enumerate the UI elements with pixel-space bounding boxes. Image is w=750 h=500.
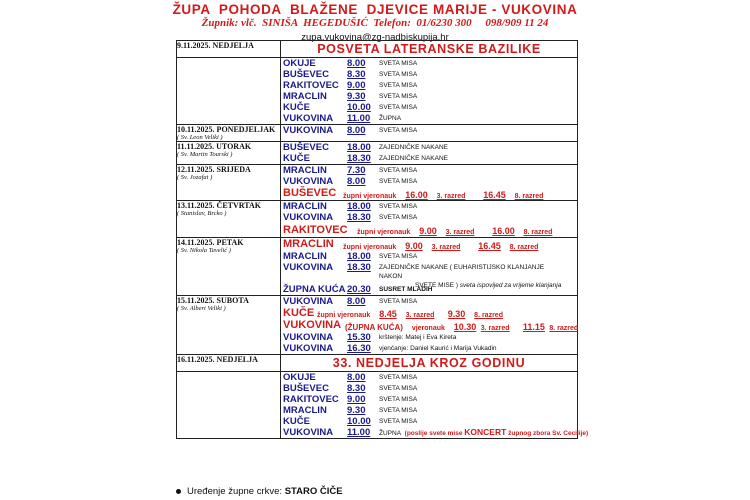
time: 8.00: [347, 125, 366, 136]
desc: ŽUPNA: [379, 430, 402, 437]
place: MRACLIN: [283, 251, 327, 262]
mass-row: [281, 416, 577, 427]
mass-row: [281, 296, 577, 307]
religion-extra: (ŽUPNA KUĆA): [345, 323, 403, 332]
place: VUKOVINA: [283, 319, 342, 331]
time: 20.30: [347, 284, 371, 295]
date-label: 9.11.2025. NEDJELJA: [177, 41, 254, 50]
place: BUŠEVEC: [283, 187, 337, 199]
time: 11.00: [347, 427, 371, 438]
date-label: 13.11.2025. ČETVRTAK: [177, 201, 262, 210]
date-cell: [177, 125, 281, 142]
saint-label: ( Sv. Leon Veliki ): [177, 134, 223, 141]
religion-row: [281, 319, 577, 332]
mass-row: [281, 153, 577, 164]
mass-row: [281, 125, 577, 136]
time: 18.30: [347, 262, 371, 273]
time: 16.45: [478, 241, 501, 251]
desc: SVETA MISA: [379, 71, 418, 78]
religion-row: [281, 187, 577, 200]
time: 9.00: [347, 80, 366, 91]
date-cell-empty: [177, 372, 281, 439]
desc: ŽUPNA: [379, 115, 402, 122]
date-cell: [177, 142, 281, 165]
place: VUKOVINA: [283, 125, 334, 136]
mass-row: [281, 212, 577, 223]
time: 10.00: [347, 102, 371, 113]
grade: 8. razred: [474, 312, 503, 319]
place: OKUJE: [283, 58, 316, 69]
desc: SVETA MISA: [379, 127, 418, 134]
time: 9.30: [447, 309, 466, 319]
place: BUŠEVEC: [283, 142, 329, 153]
time: 9.30: [347, 405, 366, 416]
schedule-table: [176, 40, 589, 439]
desc: SVETA MISA: [379, 396, 418, 403]
desc: SVETA MISA: [379, 418, 418, 425]
place: MRACLIN: [283, 405, 327, 416]
grade: 8. razred: [549, 325, 579, 332]
desc: SVETA MISA: [379, 167, 418, 174]
grade: 3. razred: [480, 325, 510, 332]
mass-row: [281, 142, 577, 153]
concert: KONCERT: [464, 427, 507, 437]
date-cell: [177, 355, 281, 372]
mass-row: [281, 165, 577, 176]
feast-title: 33. NEDJELJA KROZ GODINU: [281, 355, 578, 372]
mass-row: [281, 427, 589, 438]
place: KUČE: [283, 153, 310, 164]
place: BUŠEVEC: [283, 383, 329, 394]
time: 8.45: [379, 309, 397, 319]
time: 16.45: [483, 190, 506, 200]
date-label: 14.11.2025. PETAK: [177, 238, 244, 247]
place: RAKITOVEC: [283, 80, 339, 91]
grade: 8. razred: [509, 244, 539, 251]
place: VUKOVINA: [283, 262, 334, 273]
place: MRACLIN: [283, 238, 334, 250]
desc: SVETA MISA: [379, 253, 418, 260]
time: 10.30: [453, 322, 477, 332]
grade: 3. razred: [445, 229, 475, 236]
mass-list: [281, 165, 578, 201]
saint-label: ( Sv. Martin Tourski ): [177, 151, 233, 158]
date-cell-empty: [177, 58, 281, 125]
desc: SVETA MISA: [379, 93, 418, 100]
bullet-icon: [176, 489, 181, 494]
wedding-row: [281, 343, 577, 354]
date-label: 15.11.2025. SUBOTA: [177, 296, 249, 305]
time: 16.00: [492, 226, 515, 236]
desc: ZAJEDNIČKE NAKANE ( EUHARISTIJSKO KLANJANJE NAKON: [379, 264, 545, 280]
religion-row: [281, 307, 577, 319]
mass-row: [281, 394, 577, 405]
mass-row: [281, 201, 577, 212]
page-title: ŽUPA POHODA BLAŽENE DJEVICE MARIJE - VUKOVINA: [172, 2, 578, 17]
desc: SVETA MISA: [379, 104, 418, 111]
place: VUKOVINA: [283, 113, 334, 124]
grade: 8. razred: [514, 193, 544, 200]
time: 10.00: [347, 416, 371, 427]
mass-row: [281, 251, 577, 262]
time: 9.30: [347, 91, 366, 102]
place: MRACLIN: [283, 201, 327, 212]
footer-label: Uređenje župne crkve:: [187, 486, 283, 497]
time: 11.00: [347, 113, 371, 124]
time: 8.00: [347, 296, 366, 307]
mass-row: [281, 113, 577, 124]
desc: SVETA MISA: [379, 178, 418, 185]
time: 16.30: [347, 343, 371, 354]
mass-row: [281, 69, 577, 80]
desc: SVETA MISA: [379, 82, 418, 89]
place: ŽUPNA KUĆA: [283, 284, 346, 295]
time: 9.00: [347, 394, 366, 405]
time: 9.00: [419, 226, 437, 236]
time: 15.30: [347, 332, 371, 343]
desc: SVETA MISA: [379, 385, 418, 392]
desc: vjenčanje: Daniel Kaurić i Marija Vukadin: [379, 345, 497, 352]
time: 8.00: [347, 58, 366, 69]
desc: SVETA MISA: [379, 298, 418, 305]
pastor-contact: Župnik: vlč. SINIŠA HEGEDUŠIĆ Telefon: 01/6230 300 098/909 11 24: [201, 17, 549, 29]
saint-label: ( Stanislav, Brcko ): [177, 210, 227, 217]
date-cell: [177, 201, 281, 238]
religion-row: [281, 223, 577, 237]
place: BUŠEVEC: [283, 69, 329, 80]
time: 8.00: [347, 372, 366, 383]
place: KUČE: [283, 102, 310, 113]
youth-row: [281, 284, 577, 295]
desc: SVETA MISA: [379, 203, 418, 210]
religion-label: vjeronauk: [411, 325, 445, 332]
time: 16.00: [405, 190, 428, 200]
mass-row: [281, 405, 577, 416]
religion-label: župni vjeronauk: [343, 244, 397, 251]
mass-list: [281, 142, 578, 165]
religion-label: župni vjeronauk: [317, 312, 371, 319]
mass-row: [281, 383, 577, 394]
date-cell: [177, 41, 281, 58]
saint-label: ( Sv. Jozafat ): [177, 174, 213, 181]
time: 18.30: [347, 212, 371, 223]
place: VUKOVINA: [283, 427, 334, 438]
time: 9.00: [405, 241, 423, 251]
date-label: 12.11.2025. SRIJEDA: [177, 165, 251, 174]
time: 18.00: [347, 201, 371, 212]
time: 18.00: [347, 251, 371, 262]
date-cell: [177, 165, 281, 201]
desc: SUSRET MLADIH: [379, 286, 433, 293]
mass-list: [281, 125, 578, 142]
desc: SVETA MISA: [379, 214, 418, 221]
date-cell: [177, 296, 281, 355]
time: 18.30: [347, 153, 371, 164]
mass-row: [281, 58, 577, 69]
place: MRACLIN: [283, 165, 327, 176]
desc: krštenje: Matej i Eva Kireta: [379, 334, 457, 341]
mass-row: [281, 91, 577, 102]
grade: 8. razred: [523, 229, 553, 236]
religion-label: župni vjeronauk: [357, 229, 411, 236]
time: 18.00: [347, 142, 371, 153]
date-label: 11.11.2025. UTORAK: [177, 142, 252, 151]
place: RAKITOVEC: [283, 224, 348, 236]
footer-value: STARO ČIČE: [284, 486, 343, 497]
mass-list: [281, 58, 578, 125]
baptism-row: [281, 332, 577, 343]
feast-title: POSVETA LATERANSKE BAZILIKE: [281, 41, 578, 58]
religion-label: župni vjeronauk: [343, 193, 397, 200]
place: VUKOVINA: [283, 212, 334, 223]
place: VUKOVINA: [283, 343, 334, 354]
date-label: 16.11.2025. NEDJELJA: [177, 355, 258, 364]
parish-email: zupa.vukovina@zg-nadbiskupija.hr: [301, 32, 449, 43]
adoration-row: [281, 262, 577, 289]
mass-list: [281, 201, 578, 238]
desc: SVETA MISA: [379, 60, 418, 67]
mass-list: [281, 372, 589, 439]
footer-note: [176, 486, 343, 497]
time: 8.30: [347, 69, 366, 80]
place: VUKOVINA: [283, 296, 334, 307]
time: 7.30: [347, 165, 366, 176]
desc: SVETA MISA: [379, 374, 418, 381]
saint-label: ( Sv. Albert Veliki ): [177, 305, 226, 312]
date-cell: [177, 238, 281, 296]
place: KUČE: [283, 307, 315, 319]
note: sveta ispovijed za vrijeme klanjanja: [459, 282, 562, 289]
mass-list: [281, 296, 578, 355]
place: VUKOVINA: [283, 176, 334, 187]
place: MRACLIN: [283, 91, 327, 102]
desc: ZAJEDNIČKE NAKANE: [379, 144, 448, 151]
desc: SVETE MISE ): [415, 282, 458, 289]
mass-row: [281, 372, 577, 383]
place: KUČE: [283, 416, 310, 427]
grade: 3. razred: [431, 244, 461, 251]
place: OKUJE: [283, 372, 316, 383]
mass-row: [281, 80, 577, 91]
time: 8.00: [347, 176, 366, 187]
mass-list: [281, 238, 578, 296]
desc: ZAJEDNIČKE NAKANE: [379, 155, 448, 162]
grade: 3. razred: [405, 312, 435, 319]
time: 8.30: [347, 383, 366, 394]
desc: SVETA MISA: [379, 407, 418, 414]
note: župnog zbora Sv. Cecilije): [508, 430, 589, 437]
note: (poslije svete mise: [404, 430, 463, 437]
place: RAKITOVEC: [283, 394, 339, 405]
date-label: 10.11.2025. PONEDJELJAK: [177, 125, 276, 134]
place: VUKOVINA: [283, 332, 334, 343]
grade: 3. razred: [436, 193, 466, 200]
saint-label: ( Sv. Nikola Tavelić ): [177, 247, 231, 254]
religion-row: [281, 238, 577, 251]
time: 11.15: [522, 322, 545, 332]
mass-row: [281, 102, 577, 113]
desc-group: [379, 427, 588, 439]
